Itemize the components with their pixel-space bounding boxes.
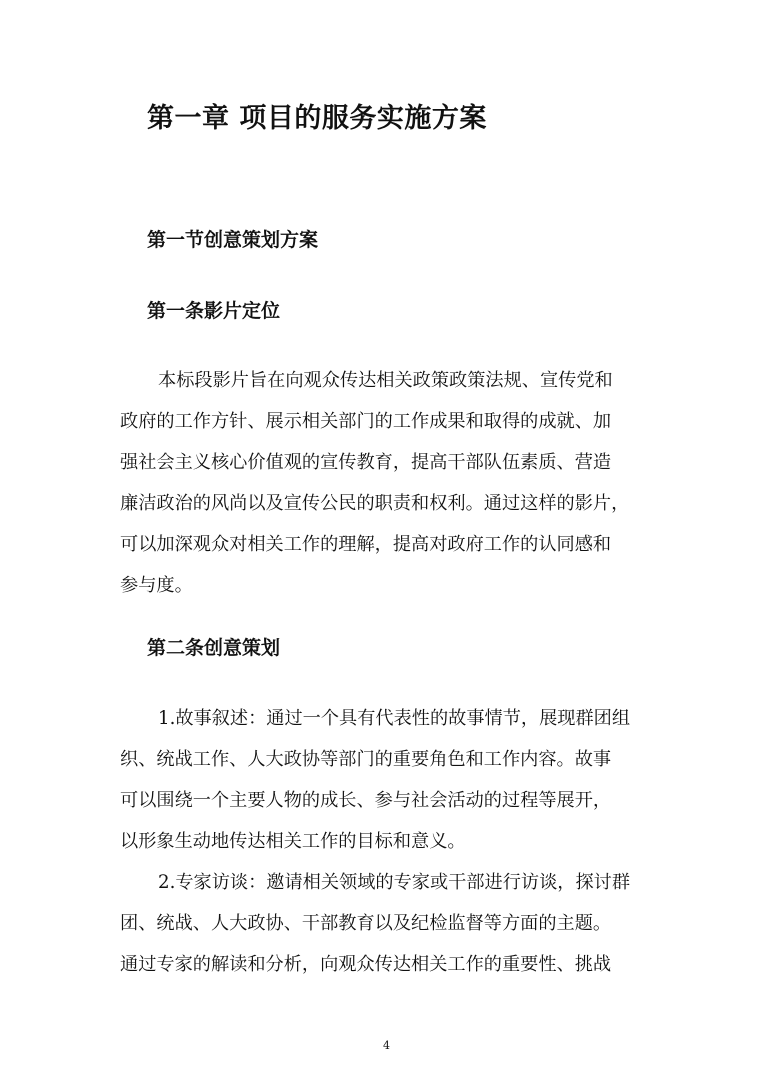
chapter-title: 第一章 项目的服务实施方案 [147, 103, 487, 134]
item-1-paragraph [120, 698, 635, 862]
section-title: 第一节创意策划方案 [147, 229, 319, 251]
page-number: 4 [383, 1039, 390, 1052]
paragraph-line: 团、统战、人大政协、干部教育以及纪检监督等方面的主题。 [120, 913, 612, 934]
paragraph-line: 强社会主义核心价值观的宣传教育，提高干部队伍素质、营造 [120, 452, 612, 473]
paragraph-line: 可以围绕一个主要人物的成长、参与社会活动的过程等展开， [120, 790, 612, 811]
paragraph-line: 2.专家访谈：邀请相关领域的专家或干部进行访谈，探讨群 [158, 872, 631, 893]
paragraph-line: 1.故事叙述：通过一个具有代表性的故事情节，展现群团组 [158, 708, 631, 729]
article-1-title: 第一条影片定位 [147, 300, 281, 322]
paragraph-line: 织、统战工作、人大政协等部门的重要角色和工作内容。故事 [120, 749, 612, 770]
paragraph-line: 通过专家的解读和分析，向观众传达相关工作的重要性、挑战 [120, 954, 612, 975]
paragraph-line: 政府的工作方针、展示相关部门的工作成果和取得的成就、加 [120, 411, 612, 432]
paragraph-line: 参与度。 [120, 575, 193, 596]
paragraph-line: 本标段影片旨在向观众传达相关政策政策法规、宣传党和 [158, 370, 613, 391]
item-2-paragraph [120, 862, 635, 985]
paragraph-line: 廉洁政治的风尚以及宣传公民的职责和权利。通过这样的影片， [120, 493, 630, 514]
article-2-title: 第二条创意策划 [147, 637, 281, 659]
paragraph-line: 以形象生动地传达相关工作的目标和意义。 [120, 831, 466, 852]
paragraph-line: 可以加深观众对相关工作的理解，提高对政府工作的认同感和 [120, 534, 612, 555]
article-1-paragraph [120, 360, 635, 606]
